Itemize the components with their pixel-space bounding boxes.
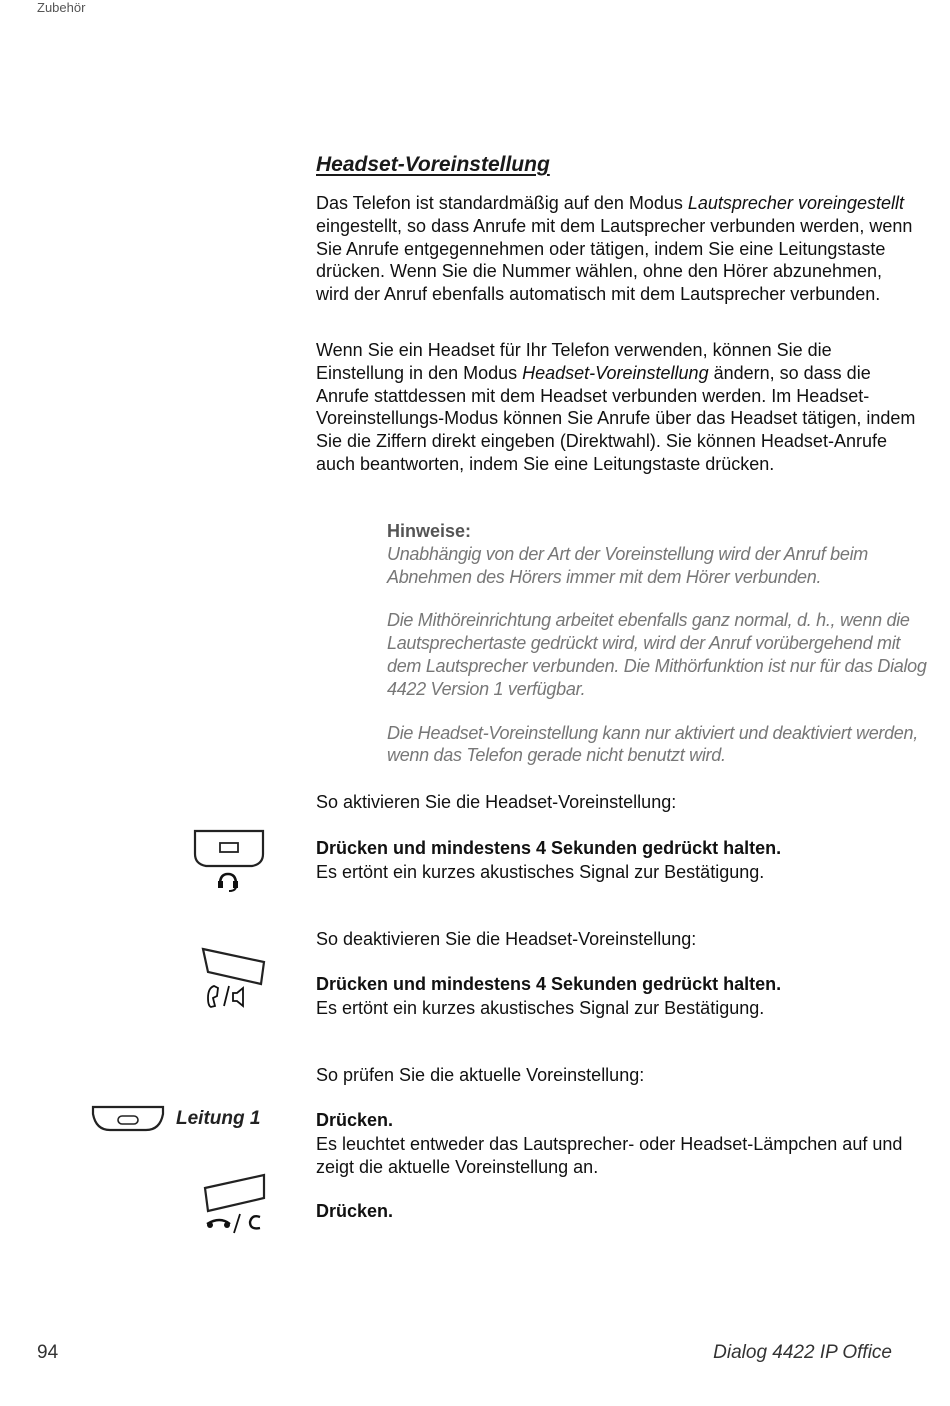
headset-key-icon[interactable] bbox=[192, 828, 266, 894]
deactivate-confirmation: Es ertönt ein kurzes akustisches Signal zur Bestätigung. bbox=[316, 998, 765, 1018]
para2-emphasis: Headset-Voreinstellung bbox=[522, 362, 709, 383]
check-intro: So prüfen Sie die aktuelle Voreinstellung: bbox=[316, 1065, 645, 1085]
para1-text-a: Das Telefon ist standardmäßig auf den Modus bbox=[316, 193, 688, 213]
para2-text-a: Wenn Sie ein Headset für Ihr Telefon verwenden, können Sie die Einstellung in den Modus bbox=[316, 340, 832, 383]
paragraph-headset-mode bbox=[316, 339, 916, 476]
clear-key-icon[interactable] bbox=[200, 1172, 270, 1236]
deactivate-intro: So deaktivieren Sie die Headset-Voreinstellung: bbox=[316, 929, 697, 949]
notes-title: Hinweise: bbox=[387, 521, 472, 541]
activate-instruction: Drücken und mindestens 4 Sekunden gedrückt halten. bbox=[316, 838, 782, 858]
check-result-text: Es leuchtet entweder das Lautsprecher- oder Headset-Lämpchen auf und zeigt die aktuelle Voreinstellung an. bbox=[316, 1134, 903, 1177]
note-idle: Die Headset-Voreinstellung kann nur aktiviert und deaktiviert werden, wenn das Telefon gerade nicht benutzt wird. bbox=[387, 722, 918, 766]
check-instruction-2: Drücken. bbox=[316, 1201, 394, 1221]
speaker-key-icon[interactable] bbox=[198, 946, 268, 1012]
para2-text-b: ändern, so dass die Anrufe stattdessen mit dem Headset verbunden werden. Im Headset-Voreinstellungs-Modus können Sie Anrufe über das Headset tätigen, indem Sie die Ziffern direkt eingeben (Direktwahl). Sie können Headset-Anrufe auch beantworten, indem Sie eine Leitungstaste drücken. bbox=[316, 362, 916, 474]
notes-block bbox=[387, 520, 927, 767]
running-header: Zubehör bbox=[37, 0, 86, 15]
line-key-label: Leitung 1 bbox=[176, 1108, 261, 1129]
note-monitoring: Die Mithöreinrichtung arbeitet ebenfalls ganz normal, d. h., wenn die Lautsprechertaste gedrückt wird, wird der Anruf vorübergehend mit dem Lautsprecher verbunden. Die Mithörfunktion ist nur für das Dialog 4422 Version 1 verfügbar. bbox=[387, 610, 927, 699]
section-title: Headset-Voreinstellung bbox=[316, 153, 550, 176]
note-handset: Unabhängig von der Art der Voreinstellung wird der Anruf beim Abnehmen des Hörers immer mit dem Hörer verbunden. bbox=[387, 543, 868, 587]
para1-emphasis: Lautsprecher voreingestellt bbox=[687, 193, 904, 213]
paragraph-default-mode bbox=[316, 192, 916, 306]
activate-confirmation: Es ertönt ein kurzes akustisches Signal zur Bestätigung. bbox=[316, 862, 765, 882]
page-number: 94 bbox=[37, 1342, 59, 1363]
product-name: Dialog 4422 IP Office bbox=[713, 1342, 892, 1363]
check-instruction-1: Drücken. bbox=[316, 1110, 394, 1130]
deactivate-instruction: Drücken und mindestens 4 Sekunden gedrückt halten. bbox=[316, 974, 782, 994]
activate-intro: So aktivieren Sie die Headset-Voreinstellung: bbox=[316, 792, 677, 812]
line-key-icon[interactable] bbox=[90, 1104, 166, 1134]
para1-text-b: eingestellt, so dass Anrufe mit dem Lautsprecher verbunden werden, wenn Sie Anrufe entgegennehmen oder tätigen, indem Sie eine Leitungstaste drücken. Wenn Sie die Nummer wählen, ohne den Hörer abzunehmen, wird der Anruf ebenfalls automatisch mit dem Lautsprecher verbunden. bbox=[316, 215, 913, 305]
